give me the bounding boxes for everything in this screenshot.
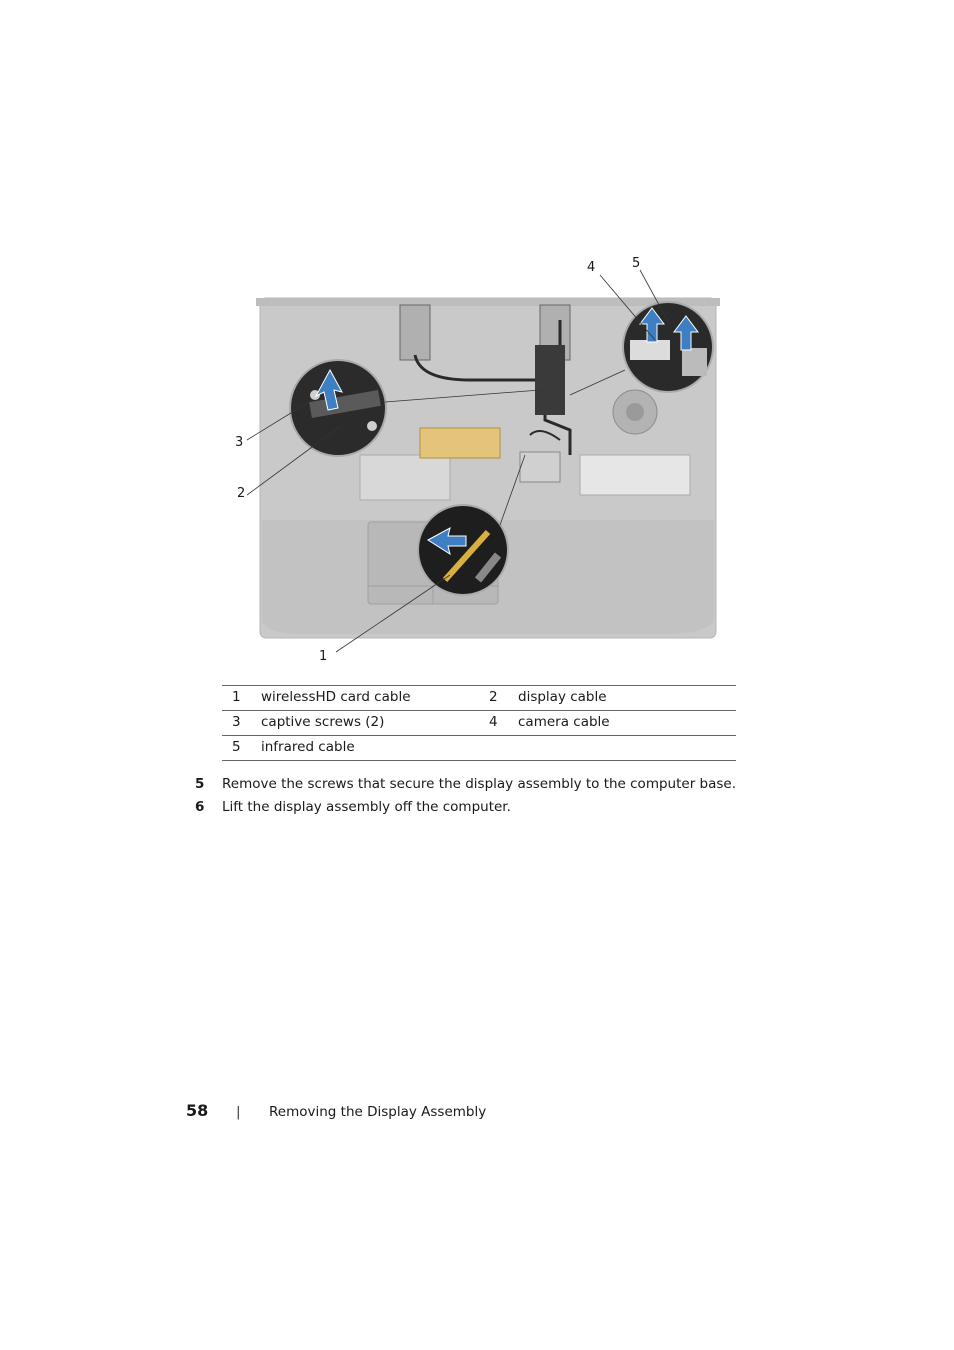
step-item xyxy=(195,772,755,795)
zoom-circle-camera-infrared xyxy=(623,302,713,392)
table-row: 3 captive screws (2) 4 camera cable xyxy=(222,711,736,736)
callout-1: 1 xyxy=(319,649,328,664)
laptop-illustration xyxy=(230,250,730,670)
step-number: 5 xyxy=(195,775,205,792)
callout-3: 3 xyxy=(235,435,244,450)
step-text: Remove the screws that secure the display assembly to the computer base. xyxy=(222,775,737,792)
zoom-circle-display xyxy=(290,360,386,456)
table-row: 5 infrared cable xyxy=(222,736,736,761)
callout-2: 2 xyxy=(237,486,246,501)
callout-legend-table xyxy=(222,685,736,761)
footer-separator: | xyxy=(236,1104,241,1120)
step-text: Lift the display assembly off the computer. xyxy=(222,798,511,815)
section-title: Removing the Display Assembly xyxy=(269,1104,487,1120)
zoom-circle-wirelesshd xyxy=(418,505,508,595)
procedure-steps xyxy=(195,772,755,818)
step-number: 6 xyxy=(195,798,205,815)
page-footer xyxy=(186,1101,486,1120)
callout-5: 5 xyxy=(632,256,641,271)
callout-4: 4 xyxy=(587,260,596,275)
table-row: 1 wirelessHD card cable 2 display cable xyxy=(222,686,736,711)
step-item xyxy=(195,795,755,818)
page-number: 58 xyxy=(186,1101,209,1120)
